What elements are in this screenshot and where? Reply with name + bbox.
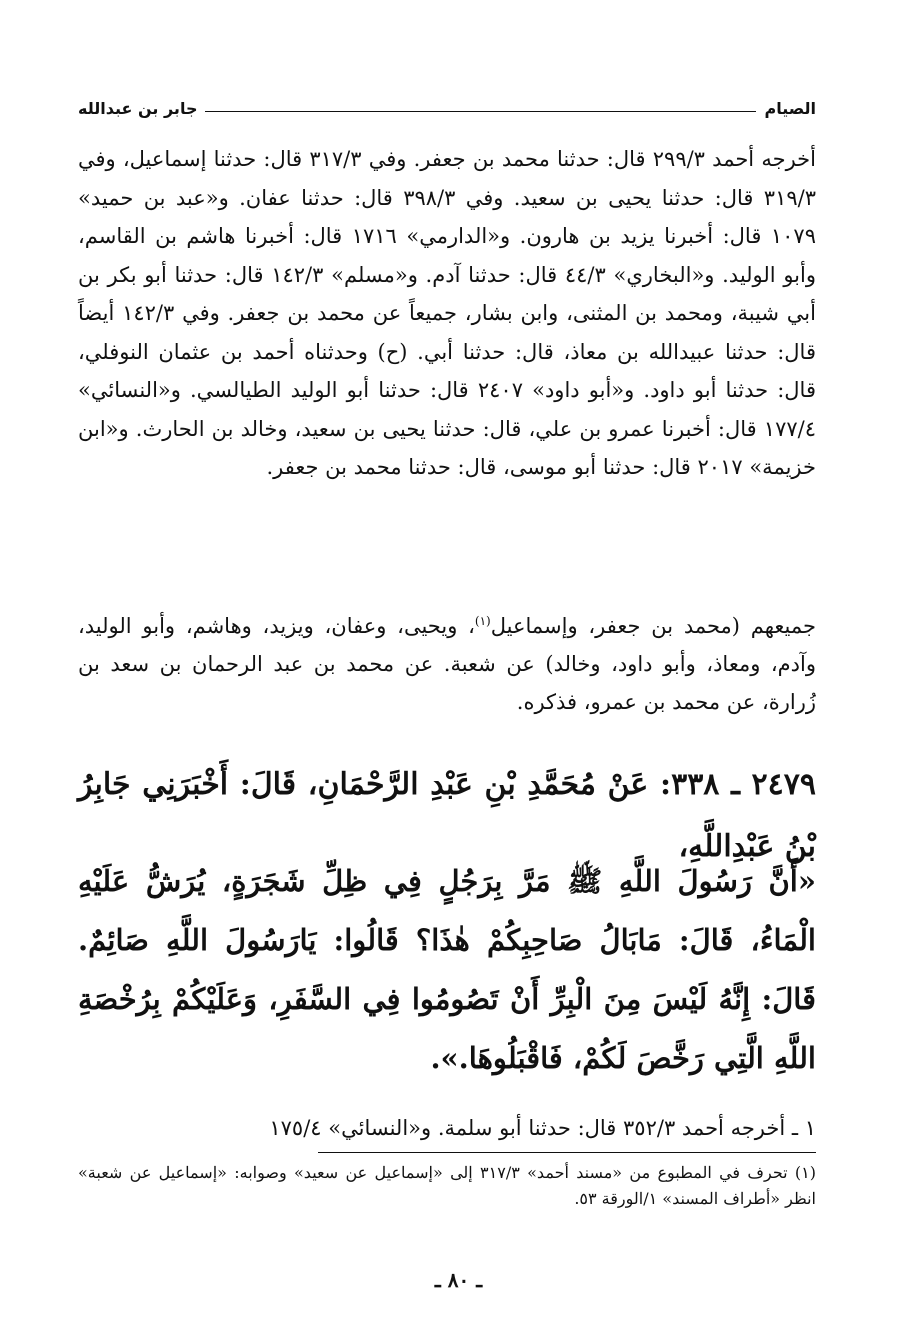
header-rule — [205, 111, 756, 112]
paragraph-2-start: جميعهم (محمد بن جعفر، وإسماعيل — [490, 614, 816, 638]
hadith-text: «أَنَّ رَسُولَ اللَّهِ ﷺ مَرَّ بِرَجُلٍ فِي ظِلِّ شَجَرَةٍ، يُرَشُّ عَلَيْهِ الْمَاءُ، قَالَ: مَابَالُ صَاحِبِكُمْ هٰذَا؟ قَالُوا: يَارَسُولَ اللَّهِ صَائِمٌ. قَالَ: إِنَّهُ لَيْسَ مِنَ الْبِرِّ أَنْ تَصُومُوا فِي السَّفَرِ، وَعَلَيْكُمْ بِرُخْصَةِ اللَّهِ الَّتِي رَخَّصَ لَكُمْ، فَاقْبَلُوهَا.». — [78, 864, 816, 1075]
hadith-heading: ٢٤٧٩ ـ ٣٣٨: عَنْ مُحَمَّدِ بْنِ عَبْدِ الرَّحْمَانِ، قَالَ: أَخْبَرَنِي جَابِرُ بْنُ عَبْدِاللَّهِ، — [78, 767, 816, 864]
running-header — [78, 92, 816, 118]
footnote-marker: (١) — [474, 614, 491, 628]
takhrij-line: ١ ـ أخرجه أحمد ٣٥٢/٣ قال: حدثنا أبو سلمة. و«النسائي» ١٧٥/٤ — [269, 1116, 816, 1140]
page-number: ـ ٨٠ ـ — [434, 1268, 483, 1292]
summary-paragraph — [78, 602, 816, 721]
footnote: (١) تحرف في المطبوع من «مسند أحمد» ٣١٧/٣ إلى «إسماعيل عن سعيد» وصوابه: «إسماعيل عن شعبة» انظر «أطراف المسند» ١/الورقة ٥٣. — [78, 1163, 816, 1208]
header-narrator: جابر بن عبدالله — [78, 99, 198, 118]
paragraph-1: أخرجه أحمد ٢٩٩/٣ قال: حدثنا محمد بن جعفر. وفي ٣١٧/٣ قال: حدثنا إسماعيل، وفي ٣١٩/٣ قال: حدثنا يحيى بن سعيد. وفي ٣٩٨/٣ قال: حدثنا عفان. و«عبد بن حميد» ١٠٧٩ قال: أخبرنا يزيد بن هارون. و«الدارمي» ١٧١٦ قال: أخبرنا هاشم بن القاسم، وأبو الوليد. و«البخاري» ٤٤/٣ قال: حدثنا آدم. و«مسلم» ١٤٢/٣ قال: حدثنا أبو بكر بن أبي شيبة، ومحمد بن المثنى، وابن بشار، جميعاً عن محمد بن جعفر. وفي ١٤٢/٣ أيضاً قال: حدثنا عبيدالله بن معاذ، قال: حدثنا أبي. (ح) وحدثناه أحمد بن عثمان النوفلي، قال: حدثنا أبو داود. و«أبو داود» ٢٤٠٧ قال: حدثنا أبو الوليد الطيالسي. و«النسائي» ١٧٧/٤ قال: أخبرنا عمرو بن علي، قال: حدثنا يحيى بن سعيد، وخالد بن الحارث. و«ابن خزيمة» ٢٠١٧ قال: حدثنا أبو موسى، قال: حدثنا محمد بن جعفر. — [78, 147, 817, 479]
footnote-rule — [318, 1152, 816, 1153]
header-chapter: الصيام — [764, 99, 816, 118]
takhrij-paragraph — [78, 140, 816, 487]
paragraph-2-end: ، ويحيى، وعفان، ويزيد، وهاشم، وأبو الوليد، وآدم، ومعاذ، وأبو داود، وخالد) عن شعبة. عن محمد بن عبد الرحمان بن سعد بن زُرارة، عن محمد بن عمرو، فذكره. — [78, 614, 816, 714]
